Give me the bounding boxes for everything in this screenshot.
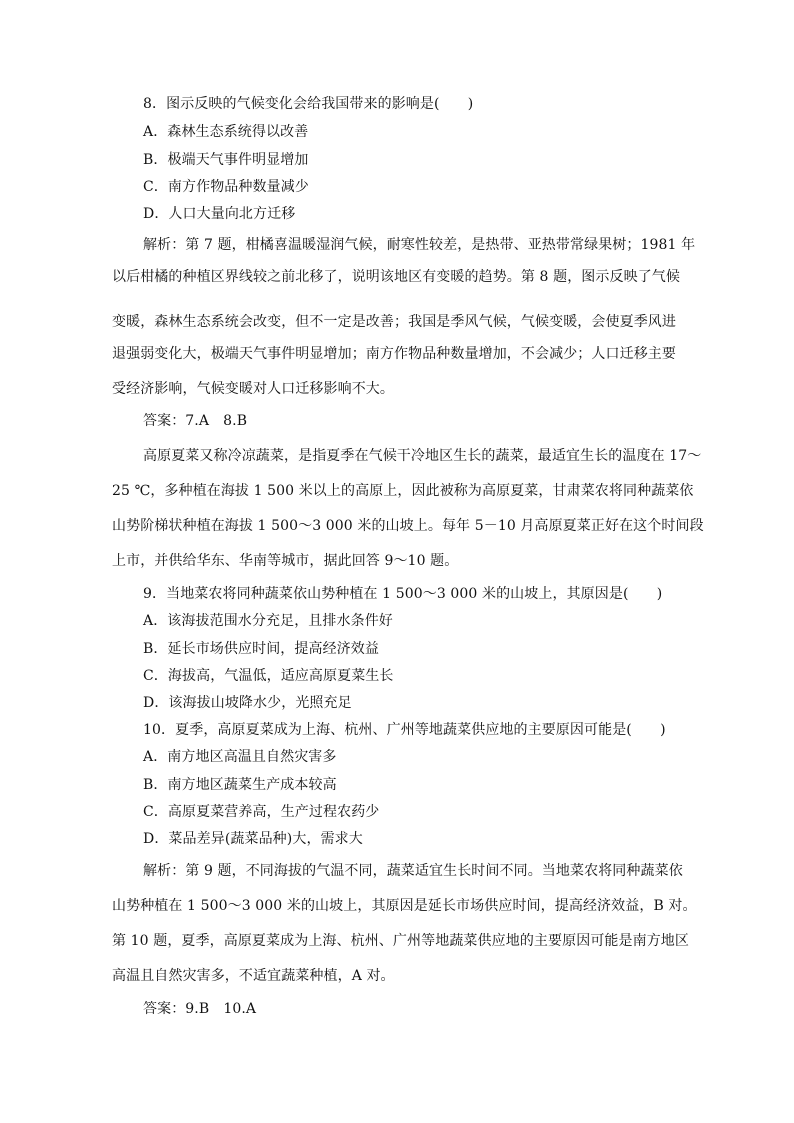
question-9-option-d: D．该海拔山坡降水少，光照充足: [143, 695, 352, 711]
question-9-option-c: C．海拔高，气温低，适应高原夏菜生长: [143, 668, 394, 684]
material-line-1: 高原夏菜又称冷凉蔬菜，是指夏季在气候干冷地区生长的蔬菜，最适宜生长的温度在 17～: [143, 448, 702, 464]
analysis-1-line-1: 解析：第 7 题，柑橘喜温暖湿润气候，耐寒性较差，是热带、亚热带常绿果树；1981 年: [143, 237, 696, 253]
material-line-4: 上市，并供给华东、华南等城市，据此回答 9～10 题。: [112, 553, 459, 569]
question-10-option-a: A．南方地区高温且自然灾害多: [143, 749, 337, 765]
analysis-2-line-3: 第 10 题，夏季，高原夏菜成为上海、杭州、广州等地蔬菜供应地的主要原因可能是南方地区: [112, 933, 690, 949]
question-8-stem: 8．图示反映的气候变化会给我国带来的影响是( ): [143, 96, 474, 112]
material-line-2: 25 ℃，多种植在海拔 1 500 米以上的高原上，因此被称为高原夏菜，甘肃菜农将同种蔬菜依: [112, 483, 694, 499]
question-10-option-d: D．菜品差异(蔬菜品种)大，需求大: [143, 831, 363, 847]
question-8-option-d: D．人口大量向北方迁移: [143, 206, 296, 222]
analysis-1-line-3: 变暖，森林生态系统会改变，但不一定是改善；我国是季风气候，气候变暖，会使夏季风进: [112, 314, 676, 330]
answer-1: 答案：7.A 8.B: [143, 413, 248, 429]
answer-2: 答案：9.B 10.A: [143, 1001, 257, 1017]
question-10-option-b: B．南方地区蔬菜生产成本较高: [143, 777, 337, 793]
analysis-2-line-1: 解析：第 9 题，不同海拔的气温不同，蔬菜适宜生长时间不同。当地菜农将同种蔬菜依: [143, 863, 683, 879]
material-line-3: 山势阶梯状种植在海拔 1 500～3 000 米的山坡上。每年 5－10 月高原夏菜正好在这个时间段: [112, 518, 704, 534]
question-8-option-b: B．极端天气事件明显增加: [143, 152, 309, 168]
analysis-1-line-4: 退强弱变化大，极端天气事件明显增加；南方作物品种数量增加，不会减少；人口迁移主要: [112, 346, 676, 362]
analysis-1-line-5: 受经济影响，气候变暖对人口迁移影响不大。: [112, 381, 394, 397]
question-9-option-a: A．该海拔范围水分充足，且排水条件好: [143, 613, 393, 629]
analysis-2-line-4: 高温且自然灾害多，不适宜蔬菜种植，A 对。: [112, 968, 395, 984]
question-10-stem: 10．夏季，高原夏菜成为上海、杭州、广州等地蔬菜供应地的主要原因可能是( ): [143, 722, 666, 738]
analysis-1-line-2: 以后柑橘的种植区界线较之前北移了，说明该地区有变暖的趋势。第 8 题，图示反映了气候: [112, 269, 681, 285]
question-8-option-a: A．森林生态系统得以改善: [143, 124, 309, 140]
question-9-option-b: B．延长市场供应时间，提高经济效益: [143, 641, 379, 657]
question-9-stem: 9．当地菜农将同种蔬菜依山势种植在 1 500～3 000 米的山坡上，其原因是( ): [143, 586, 663, 602]
analysis-2-line-2: 山势种植在 1 500～3 000 米的山坡上，其原因是延长市场供应时间，提高经济效益，B 对。: [112, 898, 697, 914]
question-8-option-c: C．南方作物品种数量减少: [143, 179, 309, 195]
question-10-option-c: C．高原夏菜营养高，生产过程农药少: [143, 804, 380, 820]
